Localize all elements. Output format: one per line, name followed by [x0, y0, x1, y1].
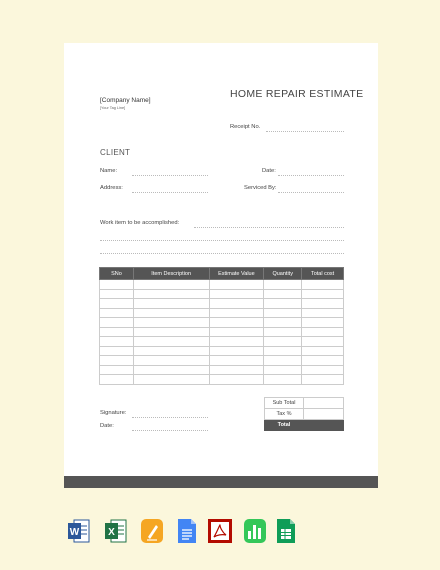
table-row: [100, 308, 344, 318]
table-cell: [264, 280, 302, 290]
receipt-number-label: Receipt No.: [230, 124, 261, 130]
table-row: [100, 365, 344, 375]
word-icon[interactable]: [68, 518, 90, 544]
table-cell: [264, 356, 302, 366]
table-cell: [133, 337, 209, 347]
receipt-number-line: [266, 131, 344, 132]
work-item-line-3: [100, 253, 344, 254]
pdf-icon[interactable]: [208, 518, 230, 544]
table-cell: [133, 308, 209, 318]
table-cell: [133, 375, 209, 385]
table-cell: [133, 318, 209, 328]
table-cell: [264, 365, 302, 375]
total-label: Total: [265, 420, 304, 431]
document-page: [64, 43, 378, 476]
table-row: [100, 327, 344, 337]
table-cell: [100, 299, 134, 309]
table-cell: [133, 365, 209, 375]
work-item-label: Work item to be accomplished:: [100, 220, 180, 226]
numbers-icon[interactable]: [244, 518, 266, 544]
table-row: [100, 289, 344, 299]
table-row: [100, 280, 344, 290]
table-cell: [209, 289, 264, 299]
svg-text:X: X: [108, 527, 115, 538]
table-cell: [209, 318, 264, 328]
tax-value: [304, 409, 344, 420]
table-cell: [302, 337, 344, 347]
tax-row: [265, 409, 344, 420]
table-row: [100, 356, 344, 366]
table-cell: [302, 280, 344, 290]
table-row: [100, 337, 344, 347]
serviced-by-label: Serviced By:: [244, 185, 277, 191]
name-line: [132, 175, 208, 176]
table-cell: [302, 289, 344, 299]
date-line: [278, 175, 344, 176]
table-cell: [100, 289, 134, 299]
table-cell: [302, 327, 344, 337]
table-row: [100, 346, 344, 356]
table-cell: [264, 327, 302, 337]
svg-text:W: W: [69, 527, 80, 538]
sign-date-line: [132, 430, 208, 431]
signature-line: [132, 417, 208, 418]
table-cell: [264, 346, 302, 356]
items-table-header: [100, 268, 344, 280]
date-label: Date:: [262, 168, 276, 174]
pages-icon[interactable]: [141, 518, 163, 544]
header-estimate-value: Estimate Value: [209, 268, 264, 280]
table-cell: [100, 308, 134, 318]
company-tagline: [Your Tag Line]: [100, 106, 126, 110]
table-cell: [209, 365, 264, 375]
subtotal-value: [304, 398, 344, 409]
table-cell: [302, 375, 344, 385]
signature-label: Signature:: [100, 410, 127, 416]
total-value: [304, 420, 344, 431]
table-cell: [264, 289, 302, 299]
sign-date-label: Date:: [100, 423, 114, 429]
page-footer-bar: [64, 476, 378, 488]
table-cell: [133, 346, 209, 356]
table-cell: [209, 346, 264, 356]
header-total-cost: Total cost: [302, 268, 344, 280]
table-cell: [133, 289, 209, 299]
serviced-by-line: [278, 192, 344, 193]
subtotal-label: Sub Total: [265, 398, 304, 409]
table-cell: [100, 327, 134, 337]
table-cell: [209, 327, 264, 337]
table-cell: [264, 337, 302, 347]
totals-table: [264, 397, 344, 431]
table-cell: [302, 318, 344, 328]
document-title: HOME REPAIR ESTIMATE: [230, 88, 364, 100]
table-cell: [209, 356, 264, 366]
table-cell: [100, 280, 134, 290]
table-cell: [302, 356, 344, 366]
address-line: [132, 192, 208, 193]
table-cell: [133, 327, 209, 337]
company-name: [Company Name]: [100, 97, 151, 104]
table-cell: [209, 337, 264, 347]
table-cell: [100, 365, 134, 375]
table-cell: [100, 356, 134, 366]
client-heading: CLIENT: [100, 148, 131, 157]
work-item-line-2: [100, 240, 344, 241]
table-row: [100, 318, 344, 328]
table-row: [100, 375, 344, 385]
table-cell: [264, 308, 302, 318]
table-cell: [209, 280, 264, 290]
table-cell: [302, 308, 344, 318]
table-cell: [100, 318, 134, 328]
table-cell: [302, 299, 344, 309]
name-label: Name:: [100, 168, 118, 174]
table-cell: [302, 365, 344, 375]
tax-label: Tax %: [265, 409, 304, 420]
excel-icon[interactable]: [105, 518, 127, 544]
header-sno: SNo: [100, 268, 134, 280]
table-cell: [100, 337, 134, 347]
address-label: Address:: [100, 185, 123, 191]
header-item-description: Item Description: [133, 268, 209, 280]
table-cell: [133, 280, 209, 290]
table-cell: [302, 346, 344, 356]
total-row: [265, 420, 344, 431]
google-docs-icon[interactable]: [176, 518, 198, 544]
table-cell: [133, 356, 209, 366]
table-cell: [264, 318, 302, 328]
table-cell: [209, 375, 264, 385]
header-quantity: Quantity: [264, 268, 302, 280]
table-row: [100, 299, 344, 309]
table-cell: [209, 299, 264, 309]
google-sheets-icon[interactable]: [275, 518, 297, 544]
table-cell: [100, 375, 134, 385]
table-cell: [264, 299, 302, 309]
table-cell: [100, 346, 134, 356]
table-cell: [264, 375, 302, 385]
subtotal-row: [265, 398, 344, 409]
table-cell: [209, 308, 264, 318]
table-cell: [133, 299, 209, 309]
work-item-line-1: [194, 227, 344, 228]
items-table: [99, 267, 344, 385]
